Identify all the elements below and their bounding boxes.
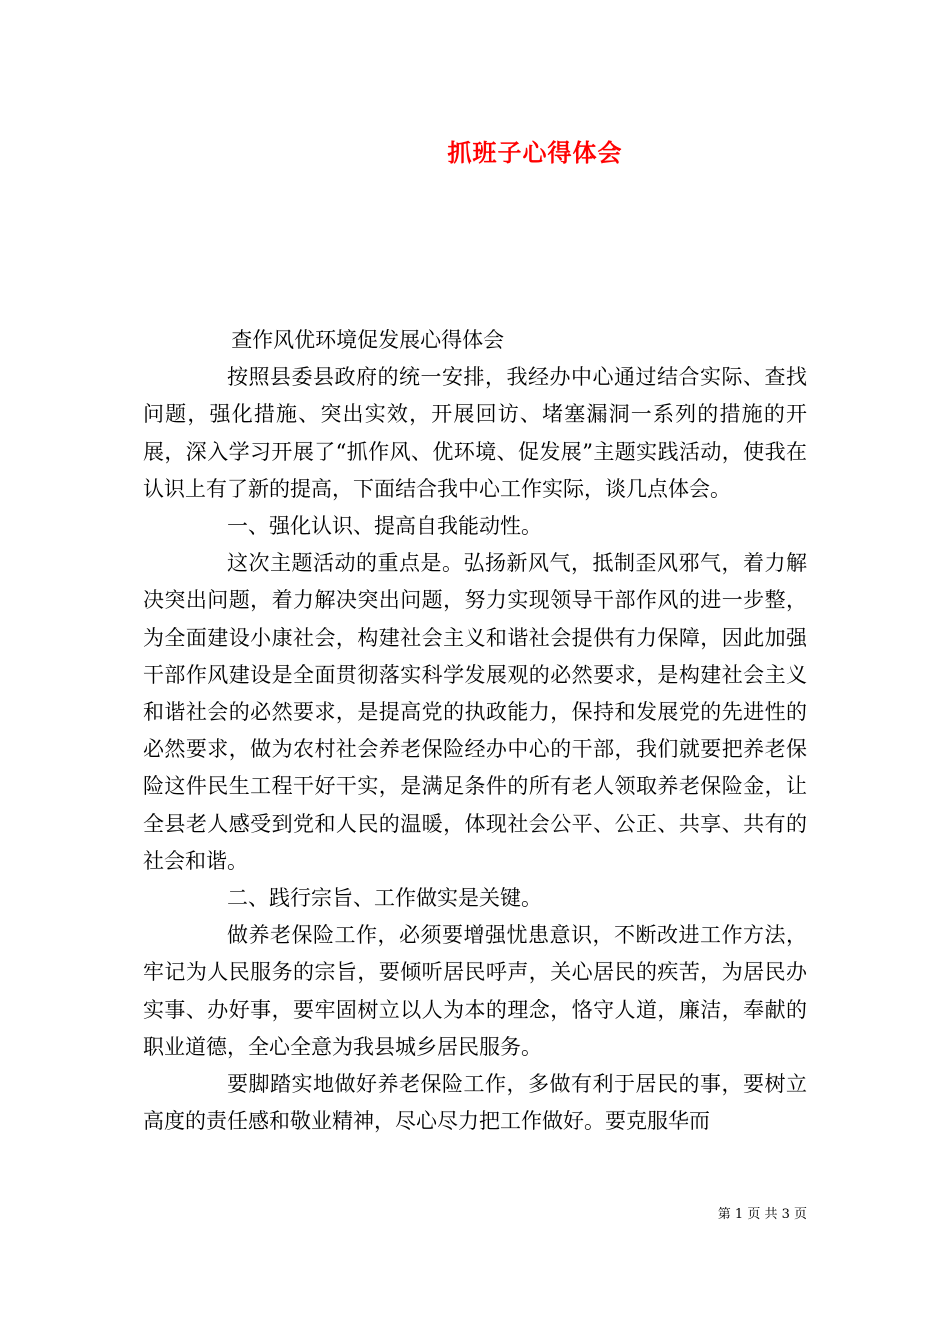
section-heading: 二、践行宗旨、工作做实是关键。 (227, 886, 542, 911)
document-title: 抓班子心得体会 (447, 138, 623, 167)
section-heading: 一、强化认识、提高自我能动性。 (227, 514, 542, 539)
paragraph: 这次主题活动的重点是。弘扬新风气，抵制歪风邪气，着力解决突出问题，着力解决突出问题，努力实现领导干部作风的进一步整，为全面建设小康社会，构建社会主义和谐社会提供有力保障，因此加强干部作风建设是全面贯彻落实科学发展观的必然要求，是构建社会主义和谐社会的必然要求，是提高党的执政能力，保持和发展党的先进性的必然要求，做为农村社会养老保险经办中心的干部，我们就要把养老保险这件民生工程干好干实，是满足条件的所有老人领取养老保险金，让全县老人感受到党和人民的温暖，体现社会公平、公正、共享、共有的社会和谐。 (143, 551, 807, 873)
paragraph: 要脚踏实地做好养老保险工作，多做有利于居民的事，要树立高度的责任感和敬业精神，尽心尽力把工作做好。要克服华而 (143, 1072, 807, 1134)
document-subtitle: 查作风优环境促发展心得体会 (231, 328, 505, 352)
paragraph: 按照县委县政府的统一安排，我经办中心通过结合实际、查找问题，强化措施、突出实效，开展回访、堵塞漏洞一系列的措施的开展，深入学习开展了“抓作风、优环境、促发展”主题实践活动，使我在认识上有了新的提高，下面结合我中心工作实际，谈几点体会。 (143, 365, 807, 501)
document-body (143, 322, 807, 1140)
paragraph: 做养老保险工作，必须要增强忧患意识，不断改进工作方法，牢记为人民服务的宗旨，要倾听居民呼声，关心居民的疾苦，为居民办实事、办好事，要牢固树立以人为本的理念，恪守人道，廉洁，奉献的职业道德，全心全意为我县城乡居民服务。 (143, 923, 807, 1059)
page-number: 第 1 页 共 3 页 (717, 1207, 807, 1222)
